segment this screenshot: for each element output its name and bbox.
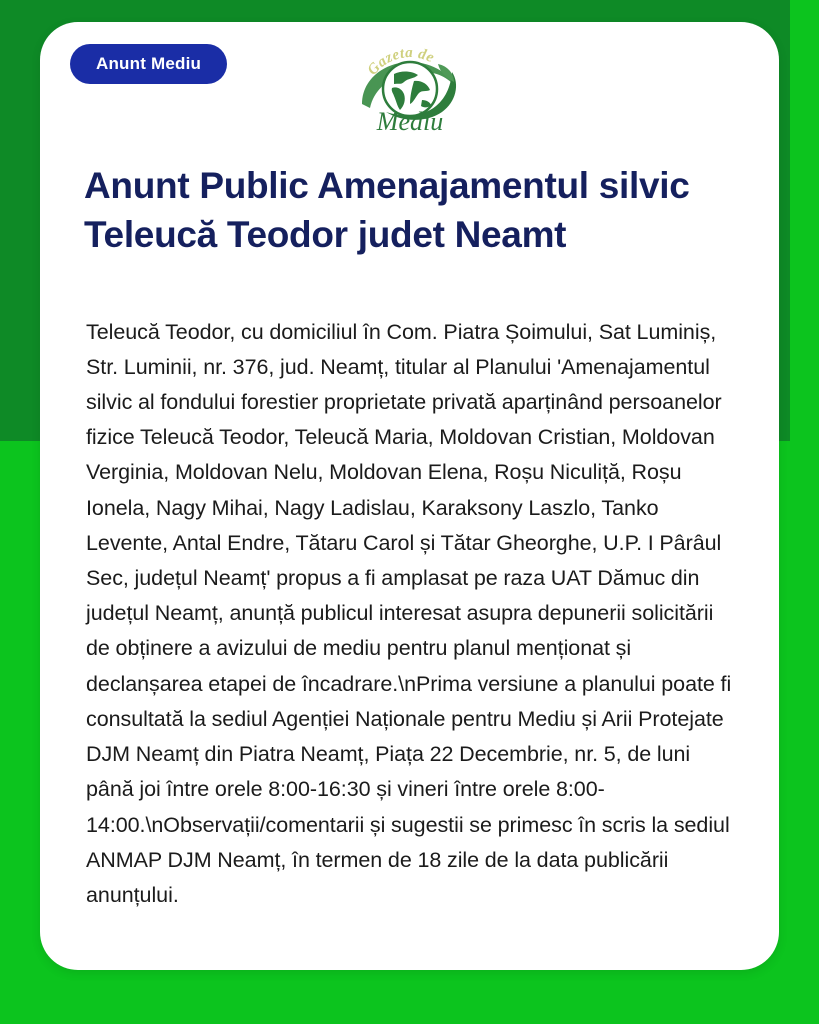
announcement-body: Teleucă Teodor, cu domiciliul în Com. Piatra Șoimului, Sat Luminiș, Str. Luminii, nr. 376, jud. Neamț, titular al Planului 'Amenajamentul silvic al fondului forestier proprietate privată aparținând persoanelor fizice Teleucă Teodor, Teleucă Maria, Moldovan Cristian, Moldovan Verginia, Moldovan Nelu, Moldovan Elena, Roșu Niculiță, Roșu Ionela, Nagy Mihai, Nagy Ladislau, Karaksony Laszlo, Tanko Levente, Antal Endre, Tătaru Carol și Tătar Gheorghe, U.P. I Pârâul Sec, județul Neamț' propus a fi amplasat pe raza UAT Dămuc din județul Neamț, anunță publicul interesat asupra depunerii solicitării de obținere a avizului de mediu pentru planul menționat și declanșarea etapei de încadrare.\nPrima versiune a planului poate fi consultată la sediul Agenției Naționale pentru Mediu și Arii Protejate DJM Neamț din Piatra Neamț, Piața 22 Decembrie, nr. 5, de luni până joi între orele 8:00-16:30 și vineri între orele 8:00-14:00.\nObservații/comentarii și sugestii se primesc în scris la sediul ANMAP DJM Neamț, în termen de 18 zile de la data publicării anunțului.: [86, 319, 732, 907]
category-badge[interactable]: Anunt Mediu: [70, 44, 227, 84]
background-bright-green-strip: [790, 0, 819, 441]
announcement-card: [40, 22, 779, 970]
logo-bottom-text: Mediu: [376, 107, 444, 136]
gazeta-de-mediu-logo: [352, 26, 468, 142]
card-header: [40, 22, 779, 144]
logo-top-text: Gazeta de: [364, 45, 437, 79]
page-title: Anunt Public Amenajamentul silvic Teleucă Teodor judet Neamt: [84, 165, 690, 255]
